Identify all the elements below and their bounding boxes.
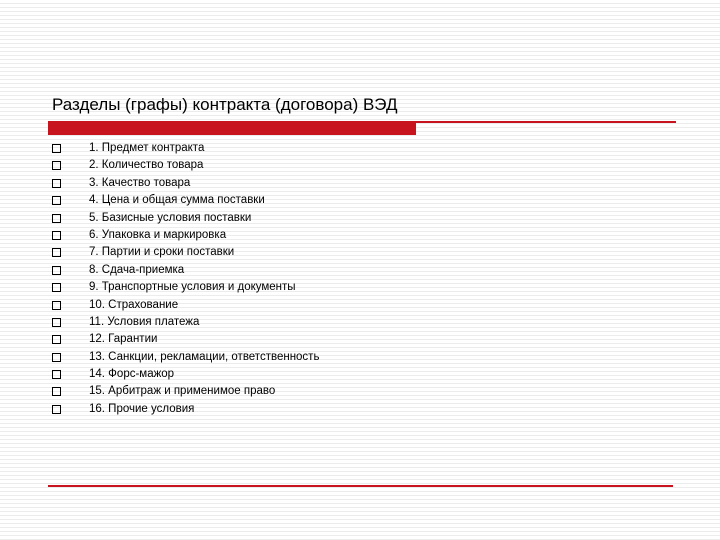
bottom-rule (48, 485, 673, 487)
list-item-text: 6. Упаковка и маркировка (89, 228, 227, 241)
hollow-square-icon (52, 405, 61, 414)
hollow-square-icon (52, 266, 61, 275)
list-item-text: 14. Форс-мажор (89, 368, 175, 381)
hollow-square-icon (52, 144, 61, 153)
hollow-square-icon (52, 214, 61, 223)
hollow-square-icon (52, 248, 61, 257)
slide-title: Разделы (графы) контракта (договора) ВЭД (52, 95, 398, 114)
list-item-text: 2. Количество товара (89, 159, 204, 172)
hollow-square-icon (52, 179, 61, 188)
list-item-text: 11. Условия платежа (89, 315, 200, 328)
hollow-square-icon (52, 231, 61, 240)
hollow-square-icon (52, 283, 61, 292)
list-item-text: 16. Прочие условия (89, 402, 195, 415)
hollow-square-icon (52, 370, 61, 379)
list-item-text: 3. Качество товара (89, 176, 191, 189)
hollow-square-icon (52, 161, 61, 170)
list-item-text: 4. Цена и общая сумма поставки (89, 194, 265, 207)
hollow-square-icon (52, 335, 61, 344)
hollow-square-icon (52, 318, 61, 327)
hollow-square-icon (52, 353, 61, 362)
list-item-text: 5. Базисные условия поставки (89, 211, 252, 224)
list-item-text: 10. Страхование (89, 298, 179, 311)
list-item-text: 7. Партии и сроки поставки (89, 246, 235, 259)
list-item-text: 1. Предмет контракта (89, 142, 205, 154)
title-underline (48, 121, 676, 135)
list-item-text: 9. Транспортные условия и документы (89, 281, 296, 294)
list-item-text: 13. Санкции, рекламации, ответственность (89, 350, 320, 363)
hollow-square-icon (52, 196, 61, 205)
hollow-square-icon (52, 387, 61, 396)
title-accent-bar (48, 121, 416, 135)
list-item-text: 8. Сдача-приемка (89, 263, 185, 276)
list-item-text: 15. Арбитраж и применимое право (89, 385, 276, 398)
list-item-text: 12. Гарантии (89, 333, 158, 346)
hollow-square-icon (52, 301, 61, 310)
